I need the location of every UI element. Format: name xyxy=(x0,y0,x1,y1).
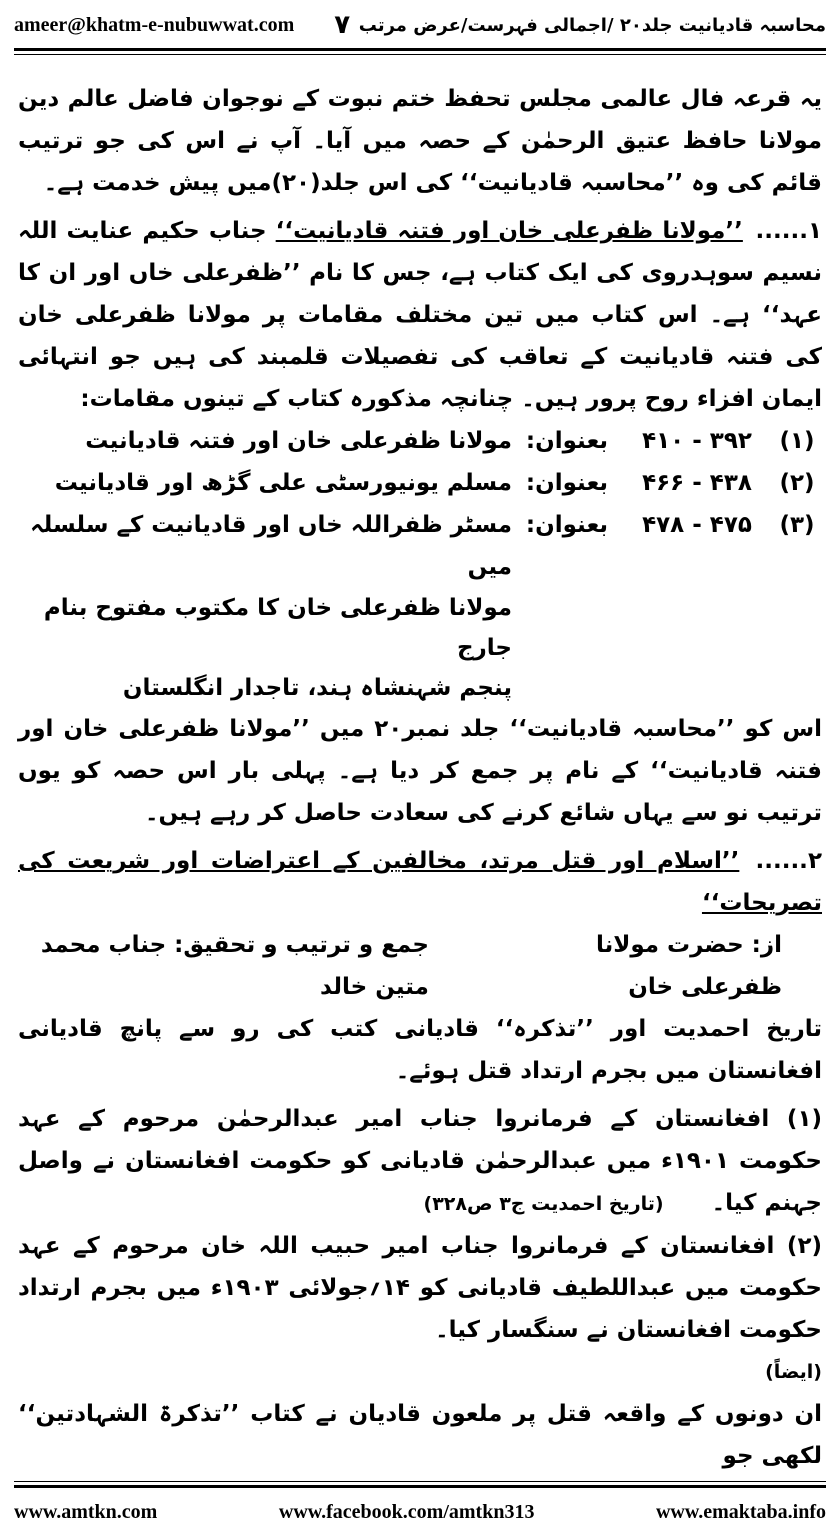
item-2-text: تاریخ احمدیت اور ’’تذکرہ‘‘ قادیانی کتب کی رو سے پانچ قادیانی افغانستان میں بجرم ارتداد قتل ہوئے۔ xyxy=(18,1016,822,1084)
entry-title: مسلم یونیورسٹی علی گڑھ اور قادیانیت xyxy=(54,470,512,496)
page-footer xyxy=(14,1494,826,1530)
header-title: محاسبہ قادیانیت جلد۲۰ /اجمالی فہرست/عرض مرتب xyxy=(358,14,826,36)
intro-paragraph: یہ قرعہ فال عالمی مجلس تحفظ ختم نبوت کے نوجوان فاضل عالم دین مولانا حافظ عتیق الرحمٰن کے حصہ میں آیا۔ آپ نے اس کی جو ترتیب قائم کی وہ ’’محاسبہ قادیانیت‘‘ کی اس جلد(۲۰)میں پیش خدمت ہے۔ xyxy=(18,86,822,196)
entry-title: مسٹر ظفراللہ خاں اور قادیانیت کے سلسلہ میں xyxy=(30,512,512,580)
entry-label: بعنوان: xyxy=(525,428,609,454)
item-2 xyxy=(18,840,822,924)
header-rule xyxy=(14,48,826,51)
page-content xyxy=(18,78,822,1470)
entry-label: بعنوان: xyxy=(525,512,609,538)
entry-label: بعنوان: xyxy=(525,470,609,496)
entry-row xyxy=(18,462,822,504)
item-2-marker: ۲...... xyxy=(755,848,822,874)
case-2: (۲) افغانستان کے فرمانروا جناب امیر حبیب اللہ خان مرحوم کے عہد حکومت میں عبداللطیف قادیانی کو ۱۴؍جولائی ۱۹۰۳ء میں بجرم ارتداد حکومت افغانستان نے سنگسار کیا۔ xyxy=(18,1233,822,1343)
entry-pages: ۳۹۲ - ۴۱۰ xyxy=(642,428,752,454)
entry-continuation: پنجم شہنشاہ ہند، تاجدار انگلستان xyxy=(122,675,512,701)
item-1-closing: اس کو ’’محاسبہ قادیانیت‘‘ جلد نمبر۲۰ میں ’’مولانا ظفرعلی خان اور فتنہ قادیانیت‘‘ کے نام پر جمع کر دیا ہے۔ پہلی بار اس حصہ کو یوں ترتیب نو سے یہاں شائع کرنے کی سعادت حاصل کر رہے ہیں۔ xyxy=(18,716,822,826)
footer-link-website[interactable]: www.amtkn.com xyxy=(14,1500,158,1523)
header-email: ameer@khatm-e-nubuwwat.com xyxy=(14,13,295,36)
entry-continuation: مولانا ظفرعلی خان کا مکتوب مفتوح بنام جارج xyxy=(43,595,512,661)
entry-row xyxy=(18,420,822,462)
entry-pages: ۴۷۵ - ۴۷۸ xyxy=(642,512,752,538)
entry-row xyxy=(18,504,822,588)
page-header xyxy=(14,8,826,42)
item-1 xyxy=(18,210,822,420)
entry-title: مولانا ظفرعلی خان اور فتنہ قادیانیت xyxy=(85,428,512,454)
case-reference: (تاریخ احمدیت ج۳ ص۳۲۸) xyxy=(423,1193,664,1215)
item-1-text: جناب حکیم عنایت اللہ نسیم سوہدروی کی ایک کتاب ہے، جس کا نام ’’ظفرعلی خاں اور ان کا عہد‘‘ ہے۔ اس کتاب میں تین مختلف مقامات پر مولانا ظفرعلی خان کی فتنہ قادیانیت کے تعاقب کی تفصیلات قلمبند کی ہیں جو انتہائی ایمان افزاء روح پرور ہیں۔ چنانچہ مذکورہ کتاب کے تینوں مقامات: xyxy=(18,218,822,412)
case-text: (۱) افغانستان کے فرمانروا جناب امیر عبدالرحمٰن مرحوم کے عہد حکومت ۱۹۰۱ء میں عبدالرحمٰن قادیانی کو حکومت افغانستان نے واصل جہنم کیا۔ xyxy=(18,1106,822,1216)
author: از: حضرت مولانا ظفرعلی خان xyxy=(595,932,782,1000)
compiler: جمع و ترتیب و تحقیق: جناب محمد متین خالد xyxy=(40,932,429,1000)
entry-list xyxy=(18,420,822,708)
entry-number: (۱) xyxy=(779,428,815,454)
entry-number: (۳) xyxy=(779,512,815,538)
item-1-marker: ۱...... xyxy=(755,218,822,244)
footer-link-emaktaba[interactable]: www.emaktaba.info xyxy=(655,1500,826,1523)
footer-rule-thin xyxy=(14,1481,826,1482)
header-rule-thin xyxy=(14,54,826,55)
last-line: ان دونوں کے واقعہ قتل پر ملعون قادیان نے کتاب ’’تذکرۃ الشہادتین‘‘ لکھی جو xyxy=(18,1401,822,1469)
page-number: ۷ xyxy=(334,10,351,40)
footer-link-facebook[interactable]: www.facebook.com/amtkn313 xyxy=(278,1500,535,1523)
author-line xyxy=(18,924,822,1008)
entry-pages: ۴۳۸ - ۴۶۶ xyxy=(642,470,752,496)
item-1-title: ’’مولانا ظفرعلی خان اور فتنہ قادیانیت‘‘ xyxy=(275,218,743,244)
footer-rule xyxy=(14,1485,826,1488)
item-2-title: ’’اسلام اور قتل مرتد، مخالفین کے اعتراضات اور شریعت کی تصریحات‘‘ xyxy=(18,848,822,916)
entry-number: (۲) xyxy=(779,470,815,496)
case-1 xyxy=(18,1098,822,1225)
case-2-reference: (ایضاً) xyxy=(765,1361,822,1383)
